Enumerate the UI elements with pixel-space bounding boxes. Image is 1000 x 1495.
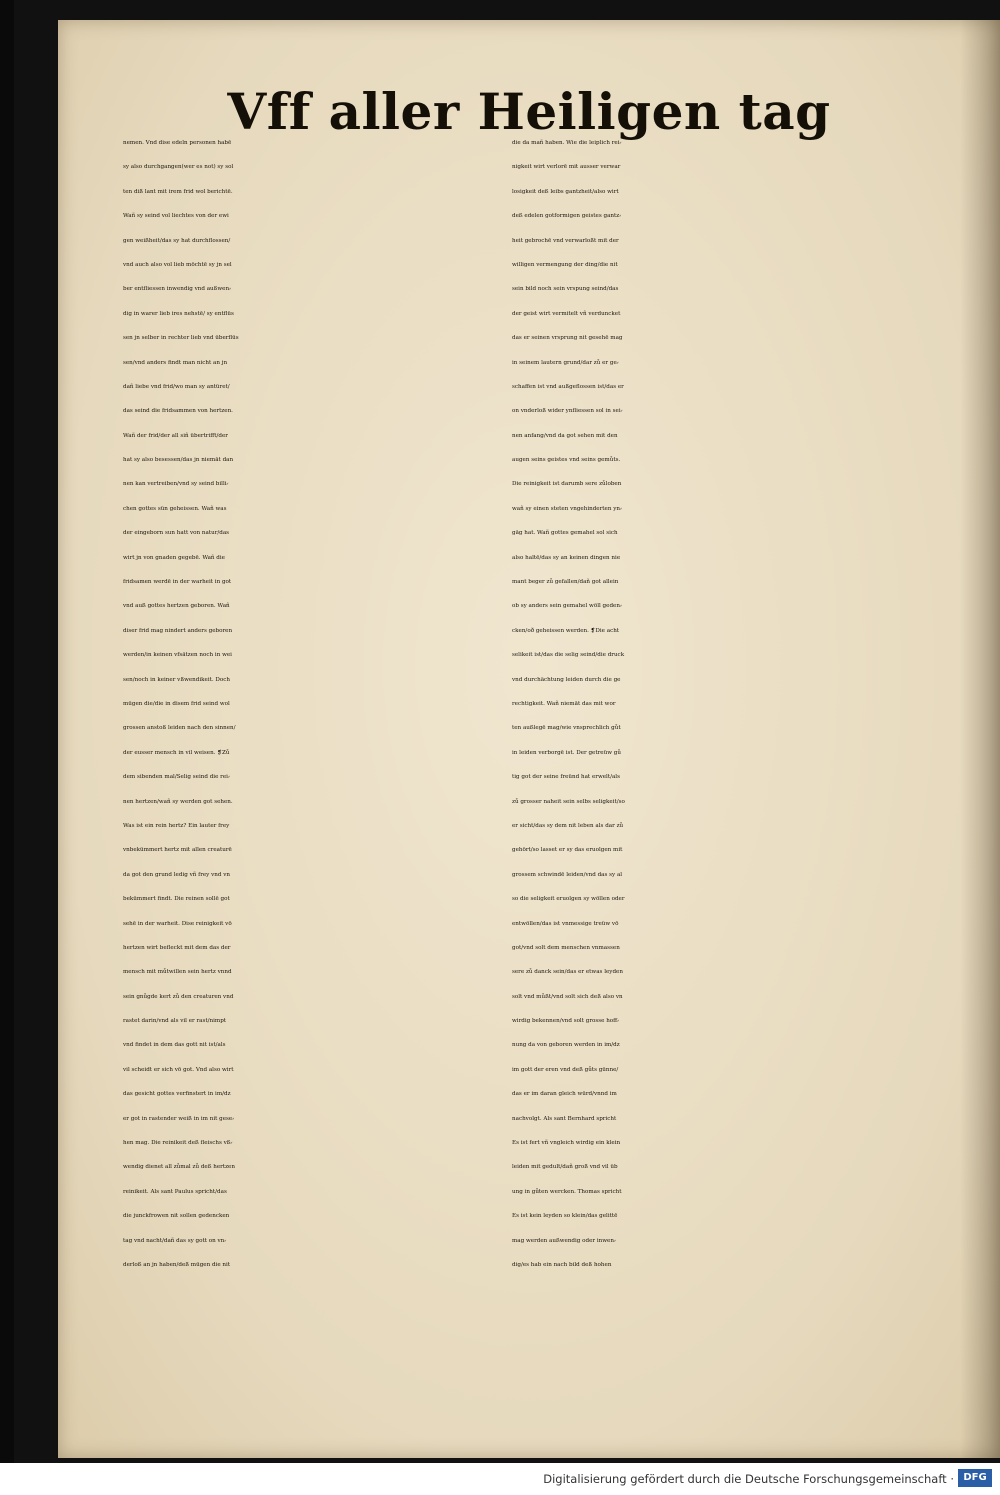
text-line: heit gebrochē vnd verwarloßt mit der: [512, 237, 619, 244]
text-line: hat sy also besessen/das jn niemāt dan: [123, 457, 234, 464]
text-line: ber entfliessen inwendig vnd außwen⸗: [123, 286, 231, 293]
text-line: nen hertzen/wañ sy werden got sehen.: [123, 798, 233, 805]
text-line: vnd auch also vol lieb möchtē sy jn sel: [123, 261, 232, 268]
text-line: das er im daran gleich würd/vnnd im: [512, 1091, 617, 1098]
text-line: der eingeborn sun hatt von natur/das: [123, 530, 230, 537]
text-line: vnd auß gottes hertzen geboren. Wañ: [123, 603, 230, 610]
text-line: nachvolgt. Als sant Bernhard spricht: [512, 1115, 617, 1122]
text-line: got/vnd solt dem menschen vnmassen: [512, 944, 620, 951]
text-line: Es ist kein leyden so klein/das gelittē: [512, 1213, 618, 1220]
text-line: die da mañ haben. Wie die leiplich rei⸗: [512, 140, 622, 146]
text-line: nemen. Vnd dise edeln personen habē: [123, 140, 232, 146]
text-line: entwöllen/das ist vnmessige treüw vō: [512, 920, 619, 927]
text-line: rechtigkeit. Wañ niemāt das mit wor: [512, 700, 616, 707]
funding-credit: Digitalisierung gefördert durch die Deutsche Forschungsgemeinschaft ·: [543, 1472, 954, 1486]
text-line: tag vnd nacht/dañ das sy gott on vn⸗: [123, 1237, 227, 1244]
text-line: dañ liebe vnd frid/wo man sy antüret/: [123, 383, 230, 390]
text-line: er got in rastender weiß in im nit gese⸗: [123, 1115, 235, 1122]
page-header: Vff aller Heiligen tag: [227, 82, 831, 141]
text-line: er sicht/das sy dem nit leben als dar zů: [512, 822, 624, 829]
text-line: sen/noch in keiner vßwendikeit. Doch: [123, 676, 231, 683]
text-line: wirdig bekennen/vnd solt grosse hoff⸗: [512, 1018, 620, 1025]
text-line: ten außlegē mag/wie vnsprechlich gůt: [512, 725, 621, 732]
dfg-logo: DFG: [958, 1469, 992, 1487]
text-line: wirt jn von gnaden gegebē. Wañ die: [123, 554, 225, 561]
text-line: nung da von geboren werden in im/dz: [512, 1042, 620, 1049]
text-line: so die seligkeit eruolgen sy wöllen oder: [512, 896, 625, 903]
text-line: hertzen wirt befleckt mit dem das der: [123, 944, 231, 951]
text-line: ung in gůten wercken. Thomas spricht: [512, 1188, 622, 1195]
text-column-left: [123, 131, 498, 1277]
text-line: sein gnůgde kert zů den creaturen vnd: [123, 993, 234, 1000]
text-line: vnd findet in dem das gott nit ist/als: [123, 1042, 226, 1049]
text-line: die junckfrowen nit sollen gedencken: [123, 1213, 230, 1220]
text-line: Was ist ein rein hertz? Ein lauter frey: [123, 822, 230, 829]
text-line: sere zů danck sein/das er etwas leyden: [512, 969, 623, 976]
text-line: leiden mit gedult/dañ groß vnd vil üb: [512, 1164, 618, 1171]
text-line: reinikeit. Als sant Paulus spricht/das: [123, 1188, 227, 1195]
text-line: nen anfang/vnd da got sehen mit den: [512, 432, 618, 439]
text-line: werden/in keinen vfsätzen noch in wei: [123, 652, 232, 659]
text-line: in leiden verborgē ist. Der getreüw gů: [512, 749, 621, 756]
text-line: wañ sy einen steten vngehinderten yn⸗: [512, 505, 622, 512]
text-line: solt vnd můßt/vnd solt sich deß also vn: [512, 993, 623, 1000]
text-line: mensch mit můtwillen sein hertz vnnd: [123, 969, 232, 976]
text-line: Es ist fert vñ vngleich wirdig ein klein: [512, 1140, 621, 1147]
text-line: sehē in der warheit. Dise reinigkeit vō: [123, 920, 232, 927]
text-line: ten diß lant mit irem frid wol berichtē.: [123, 188, 233, 195]
text-line: selikeit ist/das die selig seind/die druck: [512, 652, 625, 659]
text-line: dig in warer lieb ires nehstē/ sy entflüs: [123, 310, 234, 317]
text-line: chen gottes sün geheissen. Wañ was: [123, 505, 227, 512]
text-line: augen seins geistes vnd seins gemůts.: [512, 457, 621, 464]
text-line: sein bild noch sein vrspung seind/das: [512, 286, 619, 293]
text-line: deß edelen gotformigen geistes gantz⸗: [512, 213, 622, 220]
text-line: fridsamen werdē in der warheit in got: [123, 579, 232, 586]
text-line: mügen die/die in disem frid seind wol: [123, 700, 230, 707]
text-line: dig/es hab ein nach bild deß hohen: [512, 1261, 612, 1268]
text-line: grossem schwindē leiden/vnd das sy al: [512, 871, 623, 878]
text-line: das er seinen vrsprung nit gesehē mag: [512, 335, 623, 342]
text-line: rastet darin/vnd als vil er rast/nimpt: [123, 1018, 227, 1025]
text-line: grossen anstoß leiden nach den sinnen/: [123, 725, 236, 732]
text-line: gen weißheit/das sy hat durchflossen/: [123, 237, 231, 244]
text-line: gāg hat. Wañ gottes gemahel sol sich: [512, 530, 618, 537]
text-line: derloß an jn haben/deß mügen die nit: [123, 1261, 231, 1268]
text-line: willigen vermengung der ding/die nit: [512, 261, 618, 268]
text-line: zů grosser naheit sein selbs seligkeit/so: [512, 798, 625, 805]
text-line: on vnderloß wider ynfliessen sol in sei⸗: [512, 408, 623, 415]
text-line: bekümmert findt. Die reinen sollē got: [123, 896, 230, 903]
text-line: nigkeit wirt verlorē mit ausser verwar: [512, 164, 621, 171]
text-line: gehört/so lasset er sy das eruolgen mit: [512, 847, 623, 854]
text-line: hen mag. Die reinikeit deß fleischs vß⸗: [123, 1140, 233, 1147]
text-line: Die reinigkeit ist darumb sere zůloben: [512, 481, 622, 488]
text-line: im gott der eren vnd deß gůts günne/: [512, 1066, 619, 1073]
text-line: schaffen ist vnd außgeflossen ist/das er: [512, 383, 624, 390]
text-line: der geist wirt vermitelt vñ verduncket: [512, 310, 621, 317]
text-line: losigkeit deß leibs gantzheit/also wirt: [512, 188, 619, 195]
text-line: das gesicht gottes verfinstert in im/dz: [123, 1091, 231, 1098]
text-line: sen jn selber in rechter lieb vnd überflüs: [123, 335, 239, 342]
text-line: mant beger zů gefallen/dañ got allein: [512, 579, 619, 586]
text-line: da got den grund ledig vñ frey vnd vn: [123, 871, 231, 878]
text-line: dem sibenden mal/Selig seind die rei⸗: [123, 774, 230, 781]
text-line: das seind die fridsammen von hertzen.: [123, 408, 233, 415]
text-line: Wañ sy seind vol liechtes von der ewi: [123, 213, 229, 220]
text-line: vnbekümmert hertz mit allen creaturē: [123, 847, 232, 854]
text-line: sen/vnd anders findt man nicht an jn: [123, 359, 228, 366]
text-line: tig got der seine freünd hat erwelt/als: [512, 774, 620, 781]
text-line: wendig dienet all zůmal zů deß hertzen: [123, 1164, 235, 1171]
text-line: also haltē/das sy an keinen dingen nie: [512, 554, 621, 561]
text-line: cken/oð geheissen werden. ❡Die acht: [512, 627, 620, 634]
text-line: vnd durchächtung leiden durch die ge: [512, 676, 621, 683]
text-line: Wañ der frid/der all siñ übertrifft/der: [123, 432, 228, 439]
text-column-right: [512, 131, 887, 1277]
text-line: sy also durchgangen(wer es not) sy sol: [123, 164, 234, 171]
text-line: in seinem lautern grund/dar zů er ge⸗: [512, 359, 619, 366]
text-line: diser frid mag nindert anders geboren: [123, 627, 233, 634]
text-line: nen kan vertreiben/vnd sy seind billi⸗: [123, 481, 229, 488]
footer-bar: [0, 1463, 1000, 1495]
text-line: vil scheidt er sich vō got. Vnd also wirt: [123, 1066, 234, 1073]
page-gutter-shadow: [960, 20, 1000, 1458]
text-line: mag werden außwendig oder inwen⸗: [512, 1237, 616, 1244]
text-line: der eusser mensch in vil weisen. ❡Zů: [123, 749, 230, 756]
text-line: ob sy anders sein gemahel wöll geden⸗: [512, 603, 622, 610]
